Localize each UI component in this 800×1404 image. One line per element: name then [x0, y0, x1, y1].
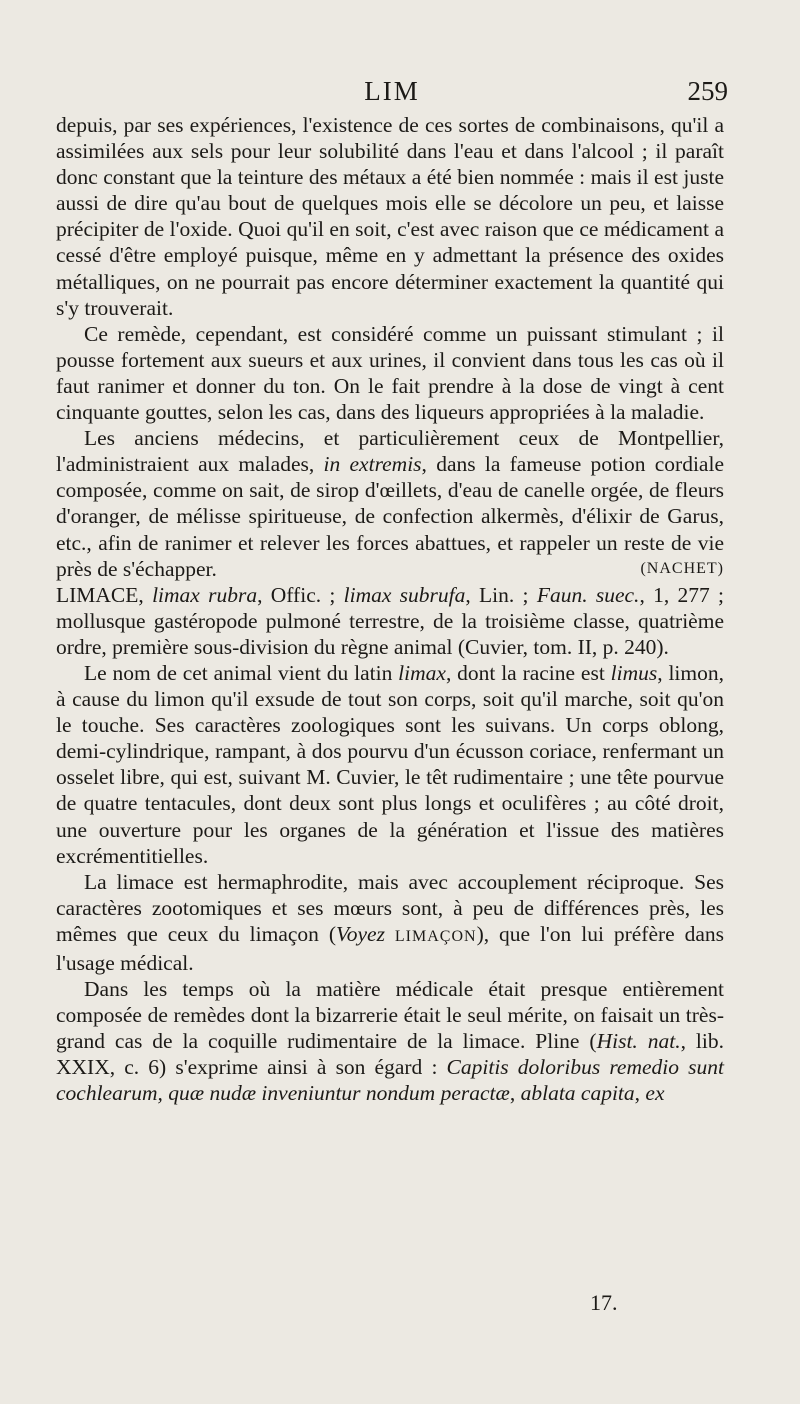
signature-mark: 17.	[590, 1290, 618, 1315]
paragraph-6	[56, 869, 724, 976]
p4-italic-1: limax rubra	[152, 582, 258, 607]
p6-text-a: La limace est hermaphrodite, mais avec accouplement réciproque. Ses caractères zootomiques et ses mœurs sont, à peu de différences près, les mêmes que ceux du limaçon (	[56, 869, 724, 946]
p7-text-c: ,	[509, 1081, 521, 1106]
p7-italic-3: ablata capita	[520, 1081, 635, 1106]
p5-italic-2: limus	[610, 660, 658, 685]
p7-italic-4: ex	[645, 1081, 665, 1106]
entry-limace: LIMACE, limax rubra, Offic. ; limax subrufa, Lin. ; Faun. suec., 1, 277 ; mollusque gastéropode pulmoné terrestre, de la troisième classe, quatrième ordre, première sous-division du règne animal (Cuvier, tom. II, p. 240).	[56, 582, 724, 659]
entry-headword: LIMACE	[56, 582, 139, 607]
p5-italic-1: limax	[398, 660, 446, 685]
p4-italic-3: Faun. suec.	[536, 582, 640, 607]
p7-italic-2: Capitis doloribus remedio sunt cochlearum, quæ nudæ inveniuntur nondum peractæ	[56, 1055, 724, 1106]
p4-text-1: , Offic. ;	[257, 582, 344, 607]
p3-italic: in extremis	[323, 452, 422, 477]
p5-text-c: , limon, à cause du limon qu'il exsude de tout son corps, soit qu'il marche, soit qu'on le touche. Ses caractères zoologiques sont les suivans. Un corps oblong, demi-cylindrique, rampant, à dos pourvu d'un écusson coriace, renfermant un osselet libre, qui est, suivant M. Cuvier, le têt rudimentaire ; une tête pourvue de quatre tentacules, dont deux sont plus longs et oculifères ; au côté droit, une ouverture pour les organes de la génération et l'issue des matières excrémentitielles.	[56, 660, 724, 868]
p6-smallcaps: LIMAÇON	[394, 927, 477, 945]
paragraph-5	[56, 660, 724, 869]
p4-text-3: , 1, 277 ; mollusque gastéropode pulmoné terrestre, de la troisième classe, quatrième ordre, première sous-division du règne animal (Cuvier, tom. II, p. 240).	[56, 582, 724, 659]
p4-italic-2: limax subrufa	[343, 582, 466, 607]
p7-text-b: , lib. XXIX, c. 6) s'exprime ainsi à son égard :	[56, 1029, 724, 1080]
p7-text-a: Dans les temps où la matière médicale était presque entièrement composée de remèdes dont la bizarrerie était le seul mérite, on faisait un très-grand cas de la coquille rudimentaire de la limace. Pline (	[56, 977, 724, 1054]
running-header	[56, 76, 728, 112]
paragraph-3	[56, 425, 724, 582]
paragraph-1: depuis, par ses expériences, l'existence de ces sortes de combinaisons, qu'il a assimilées aux sels pour leur solubilité dans l'eau et dans l'alcool ; il paraît donc constant que la teinture des métaux a été bien nommée : mais il est juste aussi de dire qu'au bout de quelques mois elle se décolore un peu, et laisse précipiter de l'oxide. Quoi qu'il en soit, c'est avec raison que ce médicament a cessé d'être employé puisque, même en y admettant la présence des oxides métalliques, on ne pourrait pas encore déterminer exactement la quantité qui s'y trouverait.	[56, 113, 724, 320]
page-number: 259	[687, 76, 728, 106]
p7-italic-1: Hist. nat.	[596, 1029, 681, 1054]
p3-text-b: , dans la fameuse potion cordiale composée, comme on sait, de sirop d'œillets, d'eau de canelle orgée, de fleurs d'oranger, de mélisse spiritueuse, de confection alkermès, d'élixir de Garus, etc., afin de ranimer et relever les forces abattues, et rappeler un reste de vie près de s'échapper.	[56, 452, 724, 581]
p6-text-b: ), que l'on lui préfère dans l'usage médical.	[56, 921, 725, 975]
author-signature: (NACHET)	[640, 559, 724, 577]
p5-text-a: Le nom de cet animal vient du latin	[84, 660, 399, 685]
p5-text-b: , dont la racine est	[445, 660, 611, 685]
paragraph-7	[56, 976, 724, 1106]
p7-text-d: ,	[634, 1081, 646, 1106]
page-body	[56, 112, 724, 1107]
p4-text-2: , Lin. ;	[465, 582, 537, 607]
p3-text-a: Les anciens médecins, et particulièrement ceux de Montpellier, l'administraient aux malades,	[56, 426, 724, 477]
running-title: LIM	[364, 76, 420, 106]
p6-italic-1: Voyez	[336, 921, 385, 946]
paragraph-2: Ce remède, cependant, est considéré comme un puissant stimulant ; il pousse fortement aux sueurs et aux urines, il convient dans tous les cas où il faut ranimer et donner du ton. On le fait prendre à la dose de vingt à cent cinquante gouttes, selon les cas, dans des liqueurs appropriées à la maladie.	[56, 321, 724, 425]
